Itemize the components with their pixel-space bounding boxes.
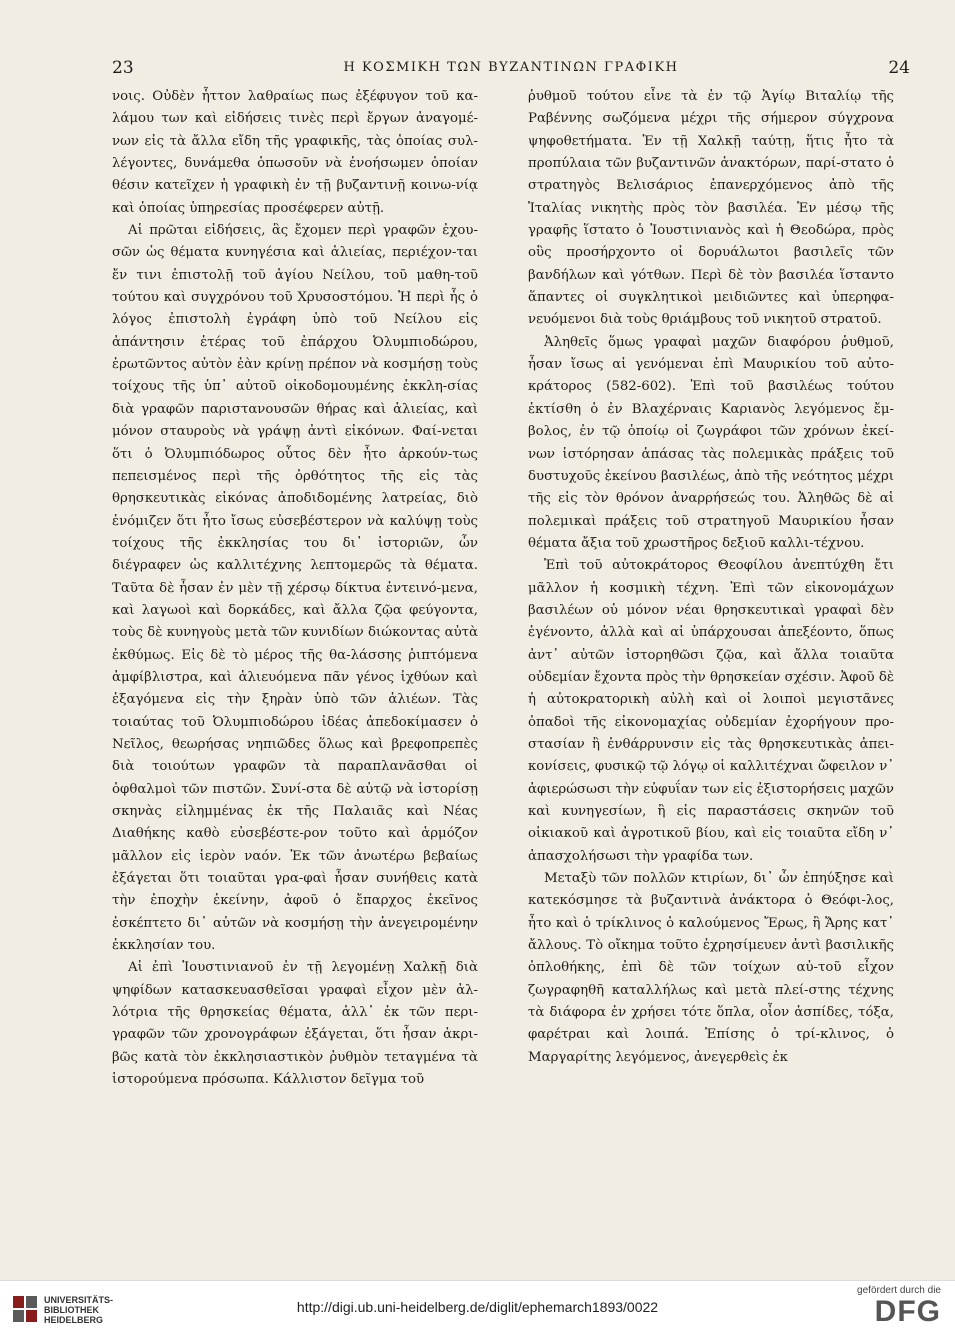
running-title: Η ΚΟΣΜΙΚΗ ΤΩΝ ΒΥΖΑΝΤΙΝΩΝ ΓΡΑΦΙΚΗ: [343, 60, 679, 75]
funder-block: [857, 1285, 941, 1328]
permalink-url[interactable]: http://digi.ub.uni-heidelberg.de/diglit/ephemarch1893/0022: [296, 1299, 659, 1315]
paragraph: Αἱ πρῶται εἰδήσεις, ἃς ἔχομεν περὶ γραφῶν ἐχου-σῶν ὡς θέματα κυνηγέσια καὶ ἁλιείας, περιέχον-ται ἔν τινι ἐπιστολῇ τοῦ ἁγίου Νείλου, τοῦ μαθη-τοῦ τούτου καὶ συγχρόνου τοῦ Χρυσοστόμου. Ἡ περὶ ἧς ὁ λόγος ἐπιστολὴ ἐγράφη ὑπὸ τοῦ Νείλου εἰς ἀπάντησιν ἑτέρας τοῦ ἐπάρχου Ὀλυμπιοδώρου, ἐρωτῶντος αὐτὸν ἐὰν κρίνῃ πρέπον νὰ κοσμήσῃ τοὺς τοίχους τῆς ὑπ᾽ αὐτοῦ οἰκοδομουμένης ἐκκλη-σίας διὰ γραφῶν παριστανουσῶν θήρας καὶ ἁλιείας, καὶ μόνον σταυροὺς νὰ γράψῃ ἀντὶ εἰκόνων. Φαί-νεται ὅτι ὁ Ὀλυμπιόδωρος οὗτος δὲν ἦτο ἀρκούν-τως πεπεισμένος περὶ τῆς ὀρθότητος τῆς εἰς τὰς θρησκευτικὰς εἰκόνας ἀποδιδομένης λατρείας, διὸ ἐνόμιζεν ὅτι ἦτο ἴσως εὐσεβέστερον νὰ καλύψῃ τοὺς τοίχους τῆς ἐκκλησίας του δι᾽ ἱστοριῶν, ὧν διέγραφεν ὡς καλλιτέχνης λεπτομερῶς τὰ θέματα. Ταῦτα δὲ ἦσαν ἐν μὲν τῇ χέρσῳ δίκτυα ἐντεινό-μενα, καὶ λαγωοὶ καὶ δορκάδες, καὶ ἄλλα ζῷα φεύγοντα, τοὺς δὲ κυνηγοὺς μετὰ τῶν κυνιδίων διώκοντας αὐτὰ ἐκθύμως. Εἰς δὲ τὸ μέρος τῆς θα-λάσσης ῥιπτόμενα ἀμφίβλιστρα, καὶ ἁλιευόμενα πᾶν γένος ἰχθύων καὶ ἐξαγόμενα εἰς τὴν ξηρὰν ὑπὸ τῶν ἁλιέων. Τὰς τοιαύτας τοῦ Ὀλυμπιοδώρου ἰδέας ἀπεδοκίμασεν ὁ Νεῖλος, θεωρήσας νηπιῶδες ὅλως καὶ βρεφοπρεπὲς διὰ τοιούτων γραφῶν τὰ παραπλανᾶσθαι οἱ ὀφθαλμοὶ τῶν πιστῶν. Συνί-στα δὲ αὐτῷ νὰ ἱστορίσῃ σκηνὰς εἰλημμένας ἐκ τῆς Παλαιᾶς καὶ Νέας Διαθήκης καθὸ εὐσεβέστε-ρον τοῦτο καὶ ἁρμόζον μᾶλλον εἰς ἱερὸν ναόν. Ἐκ τῶν ἀνωτέρω βεβαίως ἐξάγεται ὅτι τοιαῦται γρα-φαὶ ἦσαν συνήθεις κατὰ τὴν ἐποχὴν ἐκείνην, ἀφοῦ ὁ ἔπαρχος ἐκεῖνος ἐσκέπτετο δι᾽ αὐτῶν νὰ κοσμήσῃ τὴν ἀνεγειρομένην ἐκκλησίαν του.: [112, 223, 478, 954]
page-number-right: 24: [888, 58, 910, 78]
page-header: [112, 58, 910, 84]
dfg-logo: DFG: [874, 1295, 941, 1328]
library-name: UNIVERSITÄTS- BIBLIOTHEK HEIDELBERG: [44, 1295, 114, 1325]
paragraph: νοις. Οὐδὲν ἧττον λαθραίως πως ἐξέφυγον τοῦ κα-λάμου των καὶ εἰδήσεις τινὲς περὶ ἔργων ἀναγομέ-νων εἰς τὰ ἄλλα εἴδη τῆς γραφικῆς, τὰς ὁποίας συλ-λέγοντες, δυνάμεθα ὁπωσοῦν νὰ ἐνοήσωμεν ὁποίαν θέσιν κατεῖχεν ἡ γραφικὴ ἐν τῇ βυζαντινῇ κοινω-νίᾳ καὶ ὁποίας ὑπηρεσίας προσέφερεν αὐτῇ.: [112, 89, 478, 216]
paragraph: Μεταξὺ τῶν πολλῶν κτιρίων, δι᾽ ὧν ἐπηύξησε καὶ κατεκόσμησε τὰ βυζαντινὰ ἀνάκτορα ὁ Θεόφι-λος, ἦτο καὶ ὁ τρίκλινος ὁ καλούμενος Ἔρως, ἢ Ἄρης κατ᾽ ἄλλους. Τὸ οἴκημα τοῦτο ἐχρησίμευεν ἀντὶ βασιλικῆς ὁπλοθήκης, ἐπὶ δὲ τῶν τοίχων αὐ-τοῦ εἶχον ζωγραφηθῆ καταλλήλως καὶ μετὰ πλεί-στης τέχνης τὰ διάφορα ἐν χρήσει τότε ὅπλα, οἷον ἀσπίδες, τόξα, φαρέτραι καὶ λοιπά. Ἐπίσης ὁ τρί-κλινος, ὁ Μαργαρίτης λεγόμενος, ἀνεγερθεὶς ἐκ: [528, 871, 894, 1065]
left-column: [112, 86, 478, 1156]
viewer-footer: [0, 1280, 955, 1337]
paragraph: Αἱ ἐπὶ Ἰουστινιανοῦ ἐν τῇ λεγομένῃ Χαλκῇ διὰ ψηφίδων κατασκευασθεῖσαι γραφαὶ εἶχον μὲν ἀλ-λότρια τῆς θρησκείας θέματα, ἀλλ᾽ ἐκ τῶν περι-γραφῶν τῶν χρονογράφων ἐξάγεται, ὅτι ἦσαν ἀκρι-βῶς κατὰ τὸν ἐκκλησιαστικὸν ῥυθμὸν τεταγμένα τὰ ἱστορούμενα πρόσωπα. Κάλλιστον δεῖγμα τοῦ: [112, 960, 478, 1088]
funding-text: gefördert durch die: [857, 1285, 941, 1296]
paragraph: Ἐπὶ τοῦ αὐτοκράτορος Θεοφίλου ἀνεπτύχθη ἔτι μᾶλλον ἡ κοσμικὴ τέχνη. Ἐπὶ τῶν εἰκονομάχων βασιλέων οὐ μόνον νέαι θρησκευτικαὶ γραφαὶ δὲν ἐγένοντο, ἀλλὰ καὶ αἱ ὑπάρχουσαι ἀπεξέοντο, ὅπως ἀντ᾽ αὐτῶν ἱστορηθῶσι ζῷα, καὶ ἄλλα τοιαῦτα οὐδεμίαν ἔχοντα πρὸς τὴν θρησκείαν σχέσιν. Ἀφοῦ δὲ ἡ αὐτοκρατορικὴ αὐλὴ καὶ οἱ λοιποὶ μεγιστᾶνες ὁπαδοὶ τῆς εἰκονομαχίας οὐδεμίαν ἐχορήγουν προ-στασίαν ἢ ἐνθάρρυνσιν εἰς τὰς θρησκευτικὰς ἀπει-κονίσεις, φυσικῷ τῷ λόγῳ οἱ καλλιτέχναι ὤφειλον ν᾽ ἀφιερώσωσι τὴν εὐφυΐαν των εἰς ἐξιστορήσεις μαχῶν καὶ κυνηγεσίων, ἢ εἰς παραστάσεις σκηνῶν τοῦ οἰκιακοῦ καὶ ἀγροτικοῦ βίου, καὶ εἰς τοιαῦτα εἴδη ν᾽ ἀπασχολήσωσι τὴν γραφίδα των.: [528, 558, 894, 864]
paragraph: ῥυθμοῦ τούτου εἶνε τὰ ἐν τῷ Ἁγίῳ Βιταλίῳ τῆς Ραβέννης σωζόμενα μέχρι τῆς σήμερον σύγχρονα ψηφοθετήματα. Ἐν τῇ Χαλκῇ ταύτῃ, ἥτις ἦτο τὰ προπύλαια τῶν βυζαντινῶν ἀνακτόρων, παρί-στατο ὁ στρατηγὸς Βελισάριος ἐπανερχόμενος ἀπὸ τῆς Ἰταλίας νικητὴς πρὸς τὸν βασιλέα. Ἐν μέσῳ τῆς γραφῆς ἵστατο ὁ Ἰουστινιανὸς καὶ ἡ Θεοδώρα, πρὸς οὓς προσήρχοντο οἱ δορυάλωτοι βασιλεῖς τῶν βανδήλων καὶ γότθων. Περὶ δὲ τὸν βασιλέα ἵσταντο ἅπαντες οἱ συγκλητικοὶ μειδιῶντες καὶ ὑπερηφα-νευόμενοι διὰ τοὺς θριάμβους τοῦ νικητοῦ στρατοῦ.: [528, 89, 894, 328]
paragraph: Ἀληθεῖς ὅμως γραφαὶ μαχῶν διαφόρου ῥυθμοῦ, ἦσαν ἴσως αἱ γενόμεναι ἐπὶ Μαυρικίου τοῦ αὐτο-κράτορος (582-602). Ἐπὶ τοῦ βασιλέως τούτου ἐκτίσθη ὁ ἐν Βλαχέρναις Καριανὸς λεγόμενος ἔμ-βολος, ἐν τῷ ὁποίῳ οἱ ζωγράφοι τῶν χρόνων ἐκεί-νων ἱστόρησαν ἁπάσας τὰς πολεμικὰς πράξεις τοῦ δυστυχοῦς ἐκείνου βασιλέως, ἀπὸ τῆς νεότητος μέχρι τῆς εἰς τὸν θρόνον ἀναρρήσεώς του. Ἀληθῶς δὲ αἱ πολεμικαὶ πράξεις τοῦ στρατηγοῦ Μαυρικίου ἦσαν θέματα ἄξια τοῦ χρωστῆρος δεξιοῦ καλλι-τέχνου.: [528, 334, 894, 551]
page-number-left: 23: [112, 58, 134, 78]
right-column: [528, 86, 894, 1156]
